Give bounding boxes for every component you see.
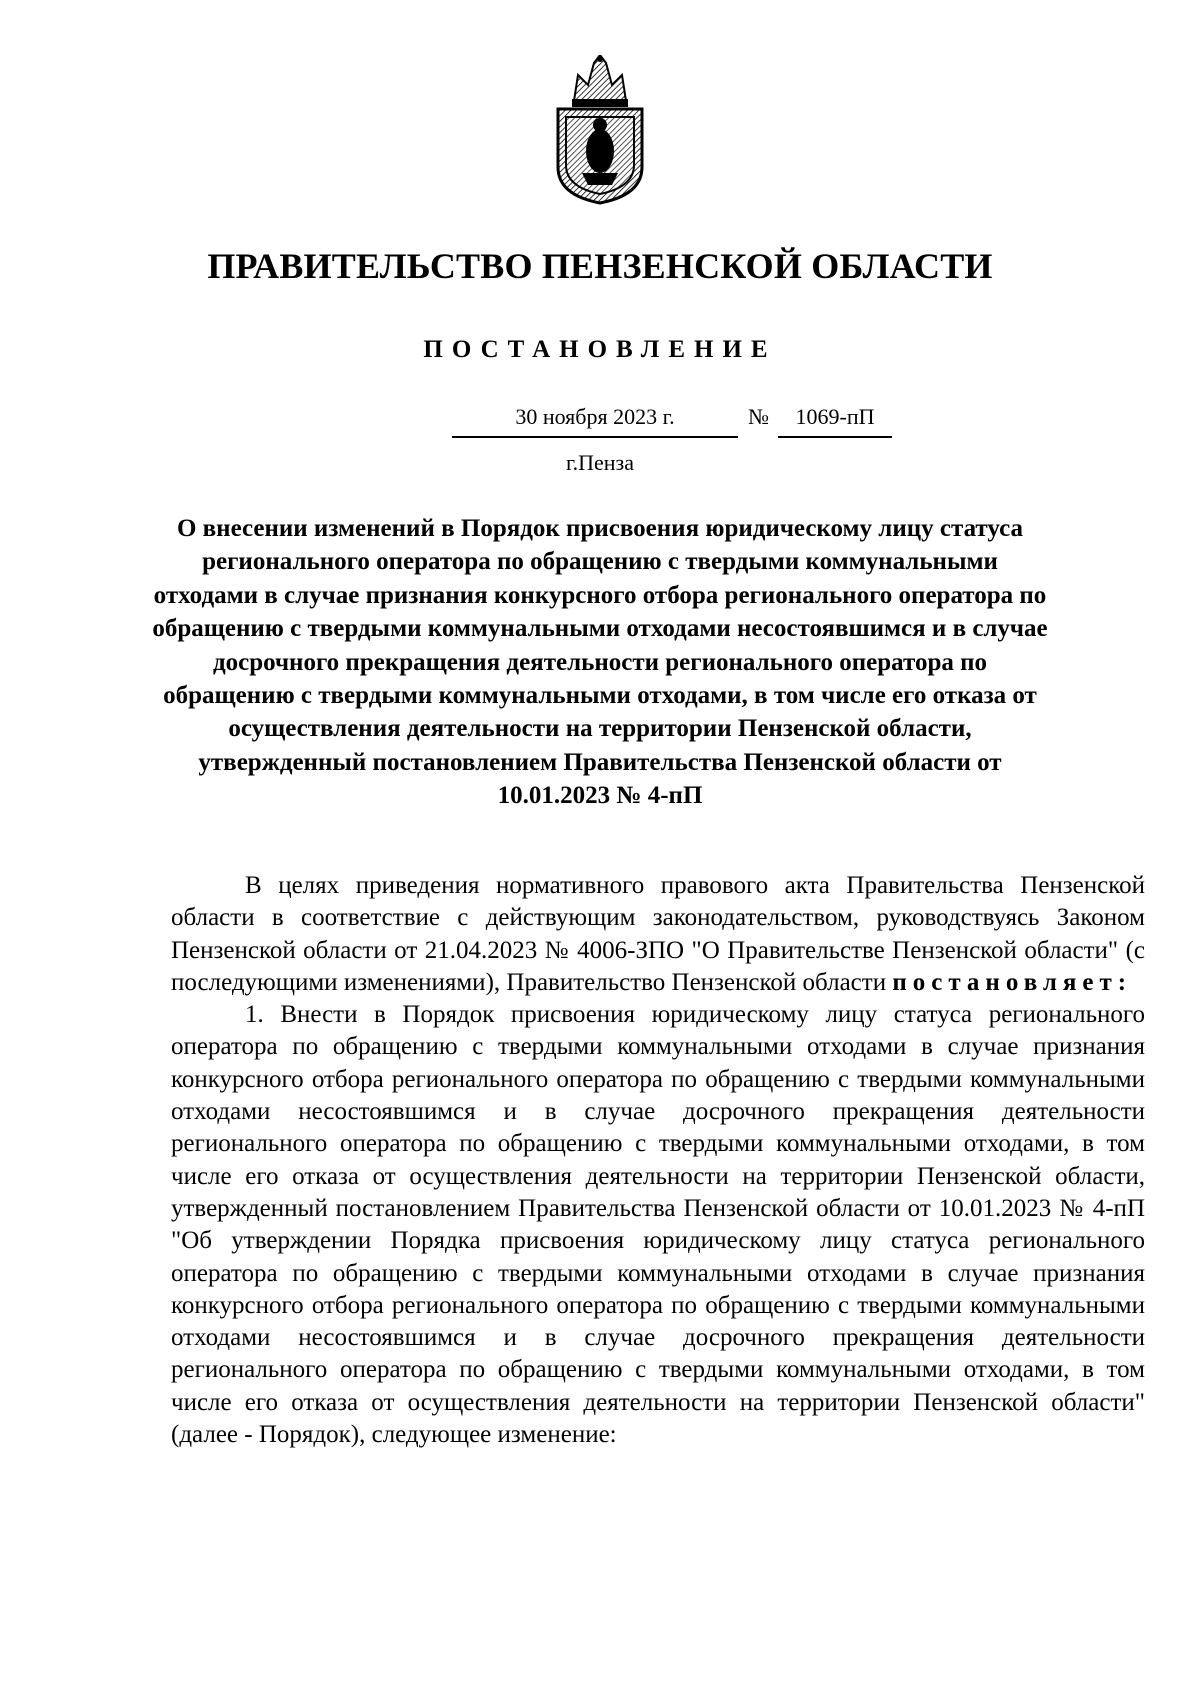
number-sign: № [748, 404, 769, 429]
date-number-line [452, 404, 892, 438]
document-body [171, 870, 1145, 1451]
document-title: О внесении изменений в Порядок присвоения юридическому лицу статуса регионального оператора по обращению с твердыми коммунальными отходами в случае признания конкурсного отбора регионального оператора по обращению с твердыми коммунальными отходами несостоявшимся и в случае досрочного прекращения деятельности регионального оператора по обращению с твердыми коммунальными отходами, в том числе его отказа от осуществления деятельности на территории Пензенской области, утвержденный постановлением Правительства Пензенской области от 10.01.2023 № 4-пП [152, 515, 1048, 810]
preamble-text: В целях приведения нормативного правового акта Правительства Пензенской области в соответствие с действующим законодательством, руководствуясь Законом Пензенской области от 21.04.2023 № 4006-ЗПО "О Правительстве Пензенской области" (с последующими изменениями), Правительство Пензенской области [171, 872, 1145, 996]
item-1-paragraph: 1. Внести в Порядок присвоения юридическому лицу статуса регионального оператора по обращению с твердыми коммунальными отходами в случае признания конкурсного отбора регионального оператора по обращению с твердыми коммунальными отходами несостоявшимся и в случае досрочного прекращения деятельности регионального оператора по обращению с твердыми коммунальными отходами, в том числе его отказа от осуществления деятельности на территории Пензенской области, утвержденный постановлением Правительства Пензенской области от 10.01.2023 № 4-пП "Об утверждении Порядка присвоения юридическому лицу статуса регионального оператора по обращению с твердыми коммунальными отходами в случае признания конкурсного отбора регионального оператора по обращению с твердыми коммунальными отходами несостоявшимся и в случае досрочного прекращения деятельности регионального оператора по обращению с твердыми коммунальными отходами, в том числе его отказа от осуществления деятельности на территории Пензенской области" (далее - Порядок), следующее изменение: [171, 1001, 1145, 1449]
document-type: ПОСТАНОВЛЕНИЕ [423, 336, 777, 363]
preamble-paragraph [171, 870, 1145, 999]
authority-name: ПРАВИТЕЛЬСТВО ПЕНЗЕНСКОЙ ОБЛАСТИ [207, 246, 993, 286]
document-number: 1069-пП [778, 404, 892, 438]
coat-of-arms-icon [552, 55, 648, 205]
decree-word: постановляет: [892, 968, 1133, 996]
document-date: 30 ноября 2023 г. [452, 404, 738, 438]
city: г.Пенза [566, 450, 634, 475]
